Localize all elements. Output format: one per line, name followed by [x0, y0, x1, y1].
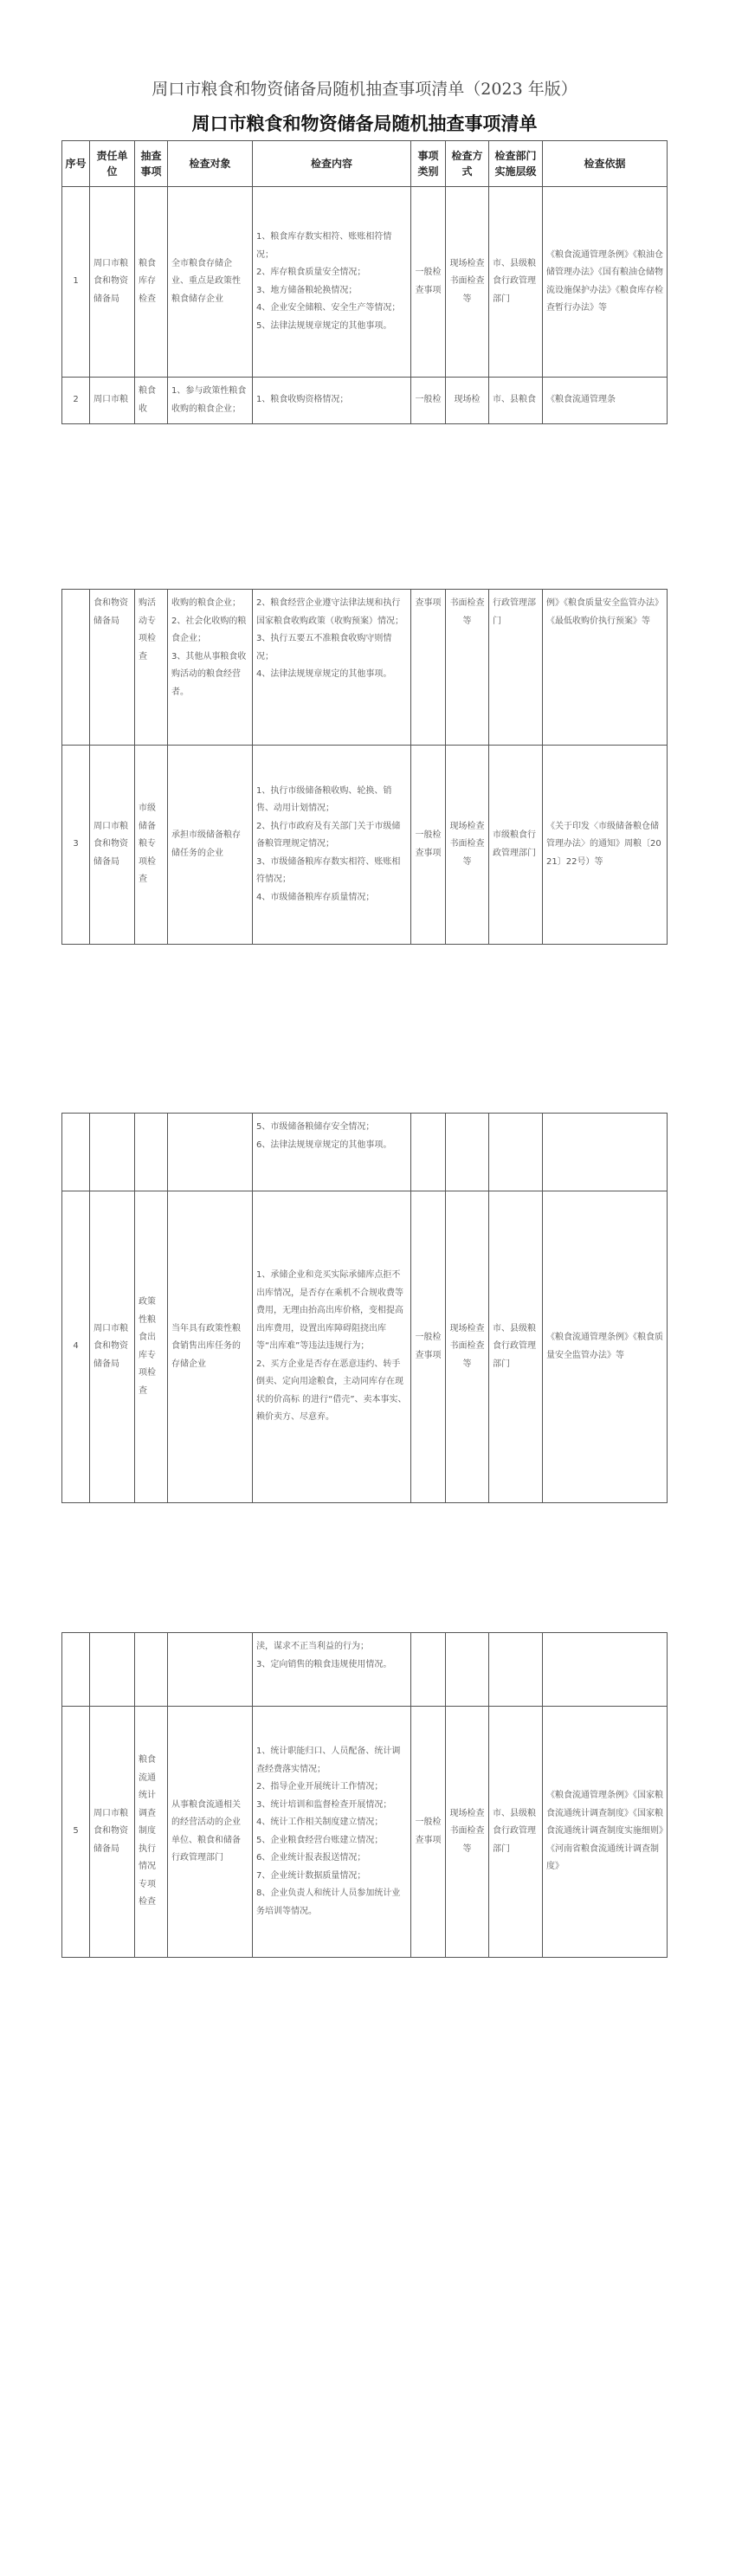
cell-basis: 《关于印发〈市级储备粮仓储管理办法〉的通知》周粮〔2021〕22号）等: [543, 746, 668, 945]
inspection-table-continued: [61, 589, 668, 945]
cell-category: 一般检查事项: [411, 746, 446, 945]
cell-object: 当年具有政策性粮食销售出库任务的存储企业: [168, 1191, 253, 1503]
cell-object: 从事粮食流通相关的经营活动的企业单位、粮食和储备行政管理部门: [168, 1707, 253, 1958]
header-unit: 责任单位: [90, 141, 135, 187]
document-title: 周口市粮食和物资储备局随机抽查事项清单（2023 年版）: [152, 80, 577, 99]
cell-object: 收购的粮食企业； 2、社会化收购的粮食企业； 3、其他从事粮食收购活动的粮食经营者。: [168, 590, 253, 746]
cell-content: 1、粮食库存数实相符、账账相符情况； 2、库存粮食质量安全情况； 3、地方储备粮轮换情况； 4、企业安全储粮、安全生产等情况； 5、法律法规规章规定的其他事项。: [253, 187, 411, 378]
header-category: 事项类别: [411, 141, 446, 187]
header-item: 抽查事项: [135, 141, 168, 187]
header-object: 检查对象: [168, 141, 253, 187]
cell-no: 5: [62, 1707, 90, 1958]
document-subtitle: 周口市粮食和物资储备局随机抽查事项清单: [191, 113, 538, 134]
cell-no: 4: [62, 1191, 90, 1503]
header-content: 检查内容: [253, 141, 411, 187]
cell-content: 1、粮食收购资格情况；: [253, 378, 411, 424]
cell-unit: 周口市粮食和物资储备局: [90, 1707, 135, 1958]
cell-basis: 《粮食流通管理条例》《粮油仓储管理办法》《国有粮油仓储物流设施保护办法》《粮食库存检查暂行办法》等: [543, 187, 668, 378]
inspection-table: [61, 140, 668, 424]
cell-item: 粮食收: [135, 378, 168, 424]
table-header-row: [62, 141, 668, 187]
cell-category: 一般检查事项: [411, 187, 446, 378]
cell-method: 现场检: [446, 378, 489, 424]
header-no: 序号: [62, 141, 90, 187]
cell-level: 市、县粮食: [489, 378, 543, 424]
cell-unit: 周口市粮食和物资储备局: [90, 1191, 135, 1503]
cell-method: 现场检查书面检查等: [446, 187, 489, 378]
table-row: [62, 746, 668, 945]
cell-method: 现场检查书面检查等: [446, 746, 489, 945]
cell-content: 5、市级储备粮储存安全情况； 6、法律法规规章规定的其他事项。: [253, 1114, 411, 1191]
cell-level: 市级粮食行政管理部门: [489, 746, 543, 945]
cell-item: 市级储备粮专项检查: [135, 746, 168, 945]
cell-no: 2: [62, 378, 90, 424]
cell-basis: 《粮食流通管理条例》《国家粮食流通统计调查制度》《国家粮食流通统计调查制度实施细则》《河南省粮食流通统计调查制度》: [543, 1707, 668, 1958]
cell-method: 现场检查书面检查等: [446, 1191, 489, 1503]
cell-object: 承担市级储备粮存储任务的企业: [168, 746, 253, 945]
document-page-3: [0, 1113, 729, 1598]
header-basis: 检查依据: [543, 141, 668, 187]
cell-content: 2、粮食经营企业遵守法律法规和执行国家粮食收购政策（收购预案）情况； 3、执行五要五不准粮食收购守则情况； 4、法律法规规章规定的其他事项。: [253, 590, 411, 746]
cell-basis: 《粮食流通管理条例》《粮食质量安全监管办法》等: [543, 1191, 668, 1503]
cell-item: 政策性粮食出库专项检查: [135, 1191, 168, 1503]
cell-unit: 周口市粮食和物资储备局: [90, 746, 135, 945]
table-row: [62, 1707, 668, 1958]
cell-unit: 周口市粮: [90, 378, 135, 424]
inspection-table-continued-2: [61, 1113, 668, 1503]
cell-object: 1、参与政策性粮食收购的粮食企业；: [168, 378, 253, 424]
document-page-4: [0, 1632, 729, 2065]
table-row-continued: [62, 1633, 668, 1707]
cell-content: 1、执行市级储备粮收购、轮换、销售、动用计划情况； 2、执行市政府及有关部门关于市级储备粮管理规定情况； 3、市级储备粮库存数实相符、账账相符情况； 4、市级储备粮库存质量情况；: [253, 746, 411, 945]
cell-method: 现场检查书面检查等: [446, 1707, 489, 1958]
cell-content: 渎，谋求不正当利益的行为； 3、定向销售的粮食违规使用情况。: [253, 1633, 411, 1707]
table-row: [62, 1191, 668, 1503]
cell-content: 1、统计职能归口、人员配备、统计调查经费落实情况； 2、指导企业开展统计工作情况； 3、统计培训和监督检查开展情况； 4、统计工作相关制度建立情况； 5、企业粮食经营台账建立情况； 6、企业统计报表报送情况； 7、企业统计数据质量情况； 8、企业负责人和统计人员参加统计业务培训等情况。: [253, 1707, 411, 1958]
document-page-2: [0, 554, 729, 987]
table-row-continued: 食和物资储备局 购活动专项检查 收购的粮食企业； 2、社会化收购的粮食企业； 3、其他从事粮食收购活动的粮食经营者。 2、粮食经营企业遵守法律法规和执行国家粮食收购政策（收购预案）情况； 3、执行五要五不准粮食收购守则情况； 4、法律法规规章规定的其他事项。 查事项 书面检查等 行政管理部门 例》《粮食质量安全监管办法》《最低收购价执行预案》等: [62, 590, 668, 746]
cell-level: 市、县级粮食行政管理部门: [489, 1191, 543, 1503]
header-method: 检查方式: [446, 141, 489, 187]
cell-category: 一般检查事项: [411, 1707, 446, 1958]
cell-level: 市、县级粮食行政管理部门: [489, 187, 543, 378]
cell-no: 3: [62, 746, 90, 945]
document-page-1: [0, 0, 729, 485]
cell-content: 1、承储企业和竞买实际承储库点拒不出库情况，是否存在乘机不合规收费等费用，无理由抬高出库价格，变相提高出库费用，设置出库障碍阻挠出库等“出库难”等违法违规行为； 2、买方企业是否存在恶意违约、转手倒卖、定向用途粮食，主动同库存在现状的价高标 的进行“借壳”、卖本事实、赖价卖方、尽意弃。: [253, 1191, 411, 1503]
cell-unit: 周口市粮食和物资储备局: [90, 187, 135, 378]
cell-basis: 《粮食流通管理条: [543, 378, 668, 424]
table-row-continued: [62, 1114, 668, 1191]
cell-object: 全市粮食存储企业、重点是政策性粮食储存企业: [168, 187, 253, 378]
table-row: [62, 187, 668, 378]
inspection-table-continued-3: [61, 1632, 668, 1958]
cell-level: 市、县级粮食行政管理部门: [489, 1707, 543, 1958]
cell-basis: 例》《粮食质量安全监管办法》《最低收购价执行预案》等: [543, 590, 668, 746]
cell-category: 一般检查事项: [411, 1191, 446, 1503]
cell-item: 粮食流通统计调查制度执行情况专项检查: [135, 1707, 168, 1958]
header-level: 检查部门实施层级: [489, 141, 543, 187]
cell-no: 1: [62, 187, 90, 378]
cell-category: 一般检: [411, 378, 446, 424]
cell-item: 粮食库存检查: [135, 187, 168, 378]
table-row: [62, 378, 668, 424]
